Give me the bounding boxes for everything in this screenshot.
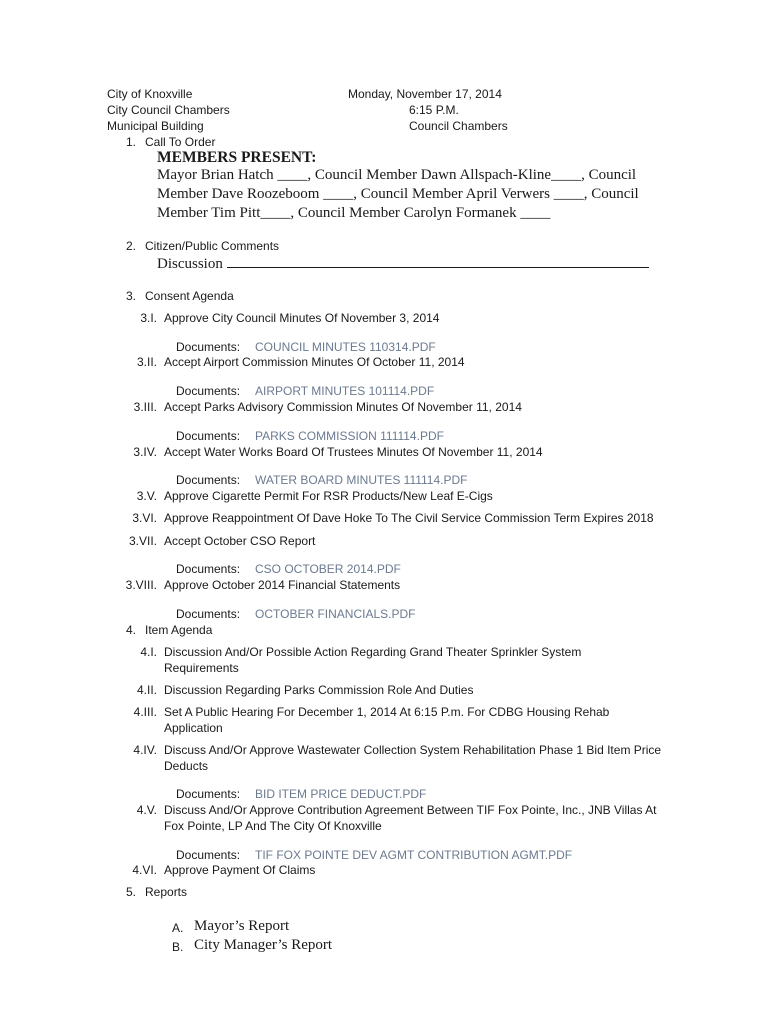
sec5-title: Reports bbox=[145, 885, 188, 899]
item-number: 4.II. bbox=[136, 683, 157, 697]
item-text: Accept Parks Advisory Commission Minutes Of November 11, 2014 bbox=[164, 400, 522, 414]
members-heading: MEMBERS PRESENT: bbox=[157, 149, 317, 166]
documents-label: Documents: bbox=[176, 562, 241, 576]
report-item: Mayor’s Report bbox=[194, 918, 290, 934]
item-number: 3.I. bbox=[140, 311, 157, 325]
document-link[interactable]: PARKS COMMISSION 111114.PDF bbox=[255, 429, 444, 443]
document-link[interactable]: COUNCIL MINUTES 110314.PDF bbox=[255, 340, 436, 354]
header-building: Municipal Building bbox=[107, 119, 204, 133]
members-line: Member Dave Roozeboom ____, Council Member April Verwers ____, Council bbox=[157, 186, 639, 202]
discussion-label: Discussion bbox=[157, 256, 223, 272]
members-line: Member Tim Pitt____, Council Member Carolyn Formanek ____ bbox=[157, 205, 551, 221]
sec1-num: 1. bbox=[125, 135, 136, 149]
report-letter: B. bbox=[172, 940, 184, 954]
documents-label: Documents: bbox=[176, 384, 241, 398]
documents-label: Documents: bbox=[176, 473, 241, 487]
item-number: 4.IV. bbox=[133, 743, 157, 757]
header-room: Council Chambers bbox=[409, 119, 508, 133]
item-text: Approve Reappointment Of Dave Hoke To The Civil Service Commission Term Expires 2018 bbox=[164, 511, 654, 525]
document-link[interactable]: BID ITEM PRICE DEDUCT.PDF bbox=[255, 787, 427, 801]
sec1-title: Call To Order bbox=[145, 135, 216, 149]
header-time: 6:15 P.M. bbox=[409, 103, 459, 117]
document-link[interactable]: TIF FOX POINTE DEV AGMT CONTRIBUTION AGMT.PDF bbox=[255, 848, 573, 862]
item-number: 3.II. bbox=[136, 355, 157, 369]
document-link[interactable]: AIRPORT MINUTES 101114.PDF bbox=[255, 384, 435, 398]
item-text: Set A Public Hearing For December 1, 2014 At 6:15 P.m. For CDBG Housing Rehab Application bbox=[164, 705, 610, 735]
report-letter: A. bbox=[172, 921, 184, 935]
sec5-num: 5. bbox=[125, 885, 136, 899]
item-text: Accept October CSO Report bbox=[164, 534, 316, 548]
item-number: 3.IV. bbox=[133, 445, 157, 459]
documents-label: Documents: bbox=[176, 429, 241, 443]
item-text: Accept Water Works Board Of Trustees Minutes Of November 11, 2014 bbox=[164, 445, 543, 459]
report-item: City Manager’s Report bbox=[194, 937, 333, 953]
item-text: Discussion Regarding Parks Commission Role And Duties bbox=[164, 683, 474, 697]
item-text: Approve Cigarette Permit For RSR Products/New Leaf E-Cigs bbox=[164, 489, 493, 503]
discussion-field bbox=[157, 253, 649, 274]
documents-label: Documents: bbox=[176, 607, 241, 621]
header-date: Monday, November 17, 2014 bbox=[348, 87, 502, 101]
item-text: Discuss And/Or Approve Contribution Agreement Between TIF Fox Pointe, Inc., JNB Villas At Fox Pointe, LP And The City Of Knoxville bbox=[164, 803, 657, 833]
item-number: 4.I. bbox=[140, 645, 157, 659]
item-text: Discuss And/Or Approve Wastewater Collection System Rehabilitation Phase 1 Bid Item Price Deducts bbox=[164, 743, 662, 773]
header-place: City Council Chambers bbox=[107, 103, 230, 117]
documents-label: Documents: bbox=[176, 848, 241, 862]
sec4-title: Item Agenda bbox=[145, 623, 213, 637]
item-text: Approve Payment Of Claims bbox=[164, 863, 316, 877]
discussion-blank-line bbox=[227, 253, 649, 268]
sec4-num: 4. bbox=[125, 623, 136, 637]
document-link[interactable]: CSO OCTOBER 2014.PDF bbox=[255, 562, 401, 576]
item-number: 3.V. bbox=[136, 489, 157, 503]
sec2-num: 2. bbox=[125, 239, 136, 253]
sec3-num: 3. bbox=[125, 289, 136, 303]
item-number: 4.III. bbox=[133, 705, 157, 719]
item-number: 4.V. bbox=[136, 803, 157, 817]
item-number: 4.VI. bbox=[132, 863, 157, 877]
header-city: City of Knoxville bbox=[107, 87, 193, 101]
item-number: 3.VII. bbox=[128, 534, 157, 548]
document-link[interactable]: WATER BOARD MINUTES 111114.PDF bbox=[255, 473, 468, 487]
item-number: 3.VI. bbox=[132, 511, 157, 525]
item-text: Approve October 2014 Financial Statements bbox=[164, 578, 401, 592]
item-number: 3.VIII. bbox=[125, 578, 157, 592]
item-text: Approve City Council Minutes Of November 3, 2014 bbox=[164, 311, 440, 325]
item-text: Accept Airport Commission Minutes Of October 11, 2014 bbox=[164, 355, 465, 369]
members-line: Mayor Brian Hatch ____, Council Member Dawn Allspach-Kline____, Council bbox=[157, 167, 637, 183]
item-text: Discussion And/Or Possible Action Regarding Grand Theater Sprinkler System Requirements bbox=[164, 645, 582, 675]
documents-label: Documents: bbox=[176, 787, 241, 801]
documents-label: Documents: bbox=[176, 340, 241, 354]
sec3-title: Consent Agenda bbox=[145, 289, 234, 303]
sec2-title: Citizen/Public Comments bbox=[145, 239, 280, 253]
document-link[interactable]: OCTOBER FINANCIALS.PDF bbox=[255, 607, 416, 621]
item-number: 3.III. bbox=[133, 400, 157, 414]
